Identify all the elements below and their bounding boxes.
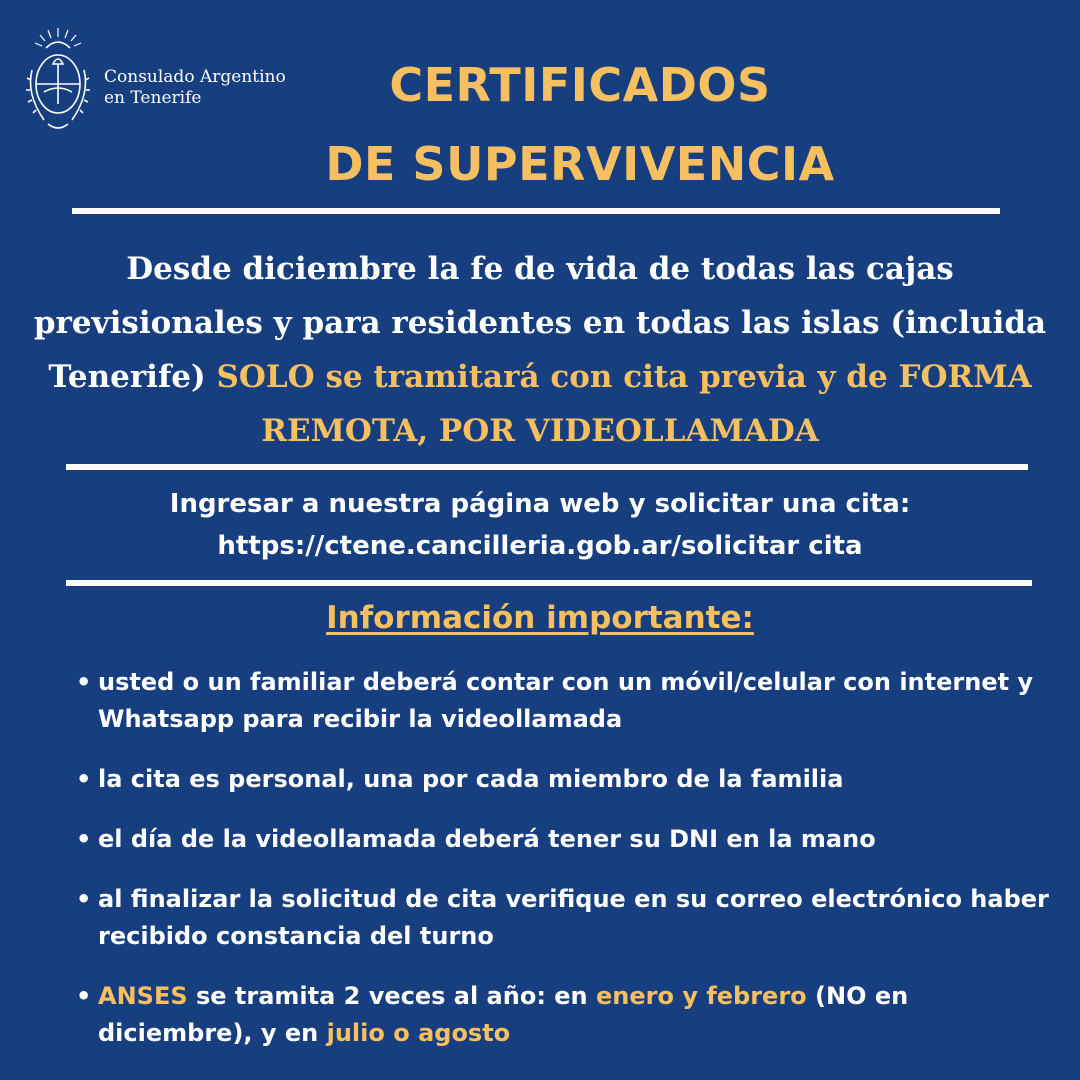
months-second-half: julio o agosto: [326, 1019, 511, 1047]
list-item: [72, 821, 1052, 858]
appointment-instructions: [30, 483, 1050, 567]
title-line1: CERTIFICADOS: [389, 58, 771, 112]
info-heading: Información importante:: [326, 600, 754, 636]
anses-label: ANSES: [98, 982, 188, 1010]
bullet-text: se tramita 2 veces al año: en: [187, 982, 596, 1010]
bullet-text: el día de la videollamada deberá tener su DNI en la mano: [98, 825, 876, 853]
list-item: [72, 761, 1052, 798]
list-item: [72, 881, 1052, 955]
list-item: [72, 978, 1052, 1052]
info-list: [72, 664, 1052, 1075]
bullet-text: usted o un familiar deberá contar con un móvil/celular con internet y Whatsapp para recibir la videollamada: [98, 668, 1034, 733]
divider-1: [72, 208, 1000, 214]
argentine-coat-of-arms-icon: [22, 24, 94, 140]
notice-paragraph: [30, 242, 1050, 458]
page-title: [230, 46, 930, 204]
notice-text: Desde diciembre la fe de vida de todas las cajas previsionales y para residentes en todas las islas (incluida Tenerife): [33, 251, 1047, 395]
bullet-text: (NO en diciembre), y en: [98, 982, 909, 1047]
appointment-url-link[interactable]: https://ctene.cancilleria.gob.ar/solicitar cita: [217, 531, 863, 561]
divider-2: [66, 464, 1028, 470]
bullet-text: al finalizar la solicitud de cita verifique en su correo electrónico haber recibido constancia del turno: [98, 885, 1049, 950]
list-item: [72, 664, 1052, 738]
title-line2: DE SUPERVIVENCIA: [325, 137, 835, 191]
bullet-text: la cita es personal, una por cada miembro de la familia: [98, 765, 844, 793]
divider-3: [66, 580, 1032, 586]
months-first-half: enero y febrero: [596, 982, 807, 1010]
appointment-text: Ingresar a nuestra página web y solicitar una cita:: [169, 489, 911, 519]
notice-highlight: SOLO se tramitará con cita previa y de FORMA REMOTA, POR VIDEOLLAMADA: [216, 359, 1032, 449]
consulate-name-line1: Consulado Argentino: [104, 67, 286, 87]
consulate-name-line2: en Tenerife: [104, 88, 202, 108]
